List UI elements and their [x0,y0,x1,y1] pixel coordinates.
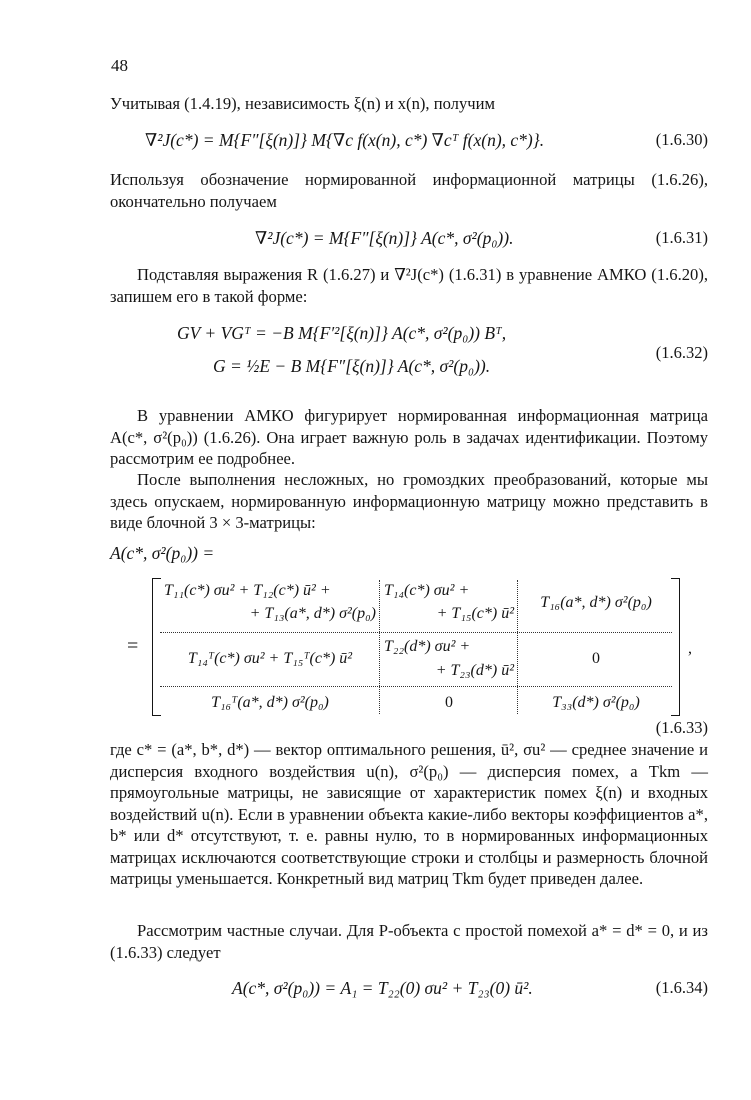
cell-r1c2-line-2: + T₁₅(c*) ū² [436,605,514,622]
equation-number: (1.6.34) [655,978,708,997]
cell-r1c1-line-2: + T₁₃(a*, d*) σ²(p₀) [249,605,376,622]
row-separator-1 [160,632,672,633]
column-separator-1 [379,580,380,714]
equation-line-2: G = ½E − B M{F″[ξ(n)]} A(c*, σ²(p₀)). [213,356,491,376]
paragraph-5: После выполнения несложных, но громоздких преобразований, которые мы здесь опускаем, нормированную информационную матрицу можно представить в виде блочной 3 × 3-матрицы: [110,470,708,532]
matrix-equals-sign: = [127,635,139,657]
matrix-trailing-comma: , [688,640,692,657]
cell-r2c2-line-2: + T₂₃(d*) ū² [435,662,514,679]
equation-body: ∇²J(c*) = M{F″[ξ(n)]} A(c*, σ²(p₀)). [255,228,514,248]
equation-lhs: A(c*, σ²(p₀)) = [110,543,215,563]
cell-r2c2-line-1: T₂₂(d*) σu² + [384,638,471,655]
cell-r3c3: T₃₃(d*) σ²(p₀) [552,694,640,711]
paragraph-2: Используя обозначение нормированной информационной матрицы (1.6.26), окончательно получаем [110,170,708,211]
cell-r3c1: T₁₆ᵀ(a*, d*) σ²(p₀) [211,694,329,711]
equation-body: ∇²J(c*) = M{F″[ξ(n)]} M{∇c f(x(n), c*) ∇cᵀ f(x(n), c*)}. [145,130,545,150]
cell-r2c3: 0 [592,650,600,667]
equation-number: (1.6.31) [655,228,708,247]
paragraph-6: где c* = (a*, b*, d*) — вектор оптимального решения, ū², σu² — среднее значение и дисперсия входного воздействия u(n), σ²(p₀) — дисперсия помех, а Tkm — прямоугольные матрицы, не зависящие от характеристик помех ξ(n) и входных воздействий u(n). Если в уравнении объекта какие-либо векторы коэффициентов a*, b* или d* отсутствуют, т. е. равны нулю, то в нормированных информационных матрицах исключаются соответствующие строки и столбцы и размерность блочной матрицы уменьшается. Конкретный вид матриц Tkm будет приведен далее. [110,740,708,888]
column-separator-2 [517,580,518,714]
cell-r1c3: T₁₆(a*, d*) σ²(p₀) [540,594,652,611]
right-bracket [671,578,680,716]
page-number: 48 [111,56,128,75]
paragraph-4: В уравнении АМКО фигурирует нормированная информационная матрица A(c*, σ²(p₀)) (1.6.26). Она играет важную роль в задачах идентификации. Поэтому рассмотрим ее подробнее. [110,406,708,468]
paragraph-7: Рассмотрим частные случаи. Для P-объекта с простой помехой a* = d* = 0, и из (1.6.33) следует [110,921,708,962]
cell-r3c2: 0 [445,694,453,711]
left-bracket [152,578,161,716]
equation-number-1-6-33: (1.6.33) [655,718,708,737]
row-separator-2 [160,686,672,687]
equation-body: A(c*, σ²(p₀)) = A₁ = T₂₂(0) σu² + T₂₃(0) ū². [232,978,533,998]
block-matrix [152,578,680,718]
equation-1-6-32 [110,323,708,385]
cell-r2c1: T₁₄ᵀ(c*) σu² + T₁₅ᵀ(c*) ū² [187,650,353,667]
equation-number: (1.6.32) [655,343,708,362]
equation-number: (1.6.30) [655,130,708,149]
cell-r1c2-line-1: T₁₄(c*) σu² + [384,582,470,599]
equation-line-1: GV + VGᵀ = −B M{F′²[ξ(n)]} A(c*, σ²(p₀)) Bᵀ, [177,323,507,343]
paragraph-3: Подставляя выражения R (1.6.27) и ∇²J(c*) (1.6.31) в уравнение АМКО (1.6.20), запишем его в такой форме: [110,265,708,306]
paragraph-1: Учитывая (1.4.19), независимость ξ(n) и x(n), получим [110,94,495,113]
cell-r1c1-line-1: T₁₁(c*) σu² + T₁₂(c*) ū² + [164,582,331,599]
